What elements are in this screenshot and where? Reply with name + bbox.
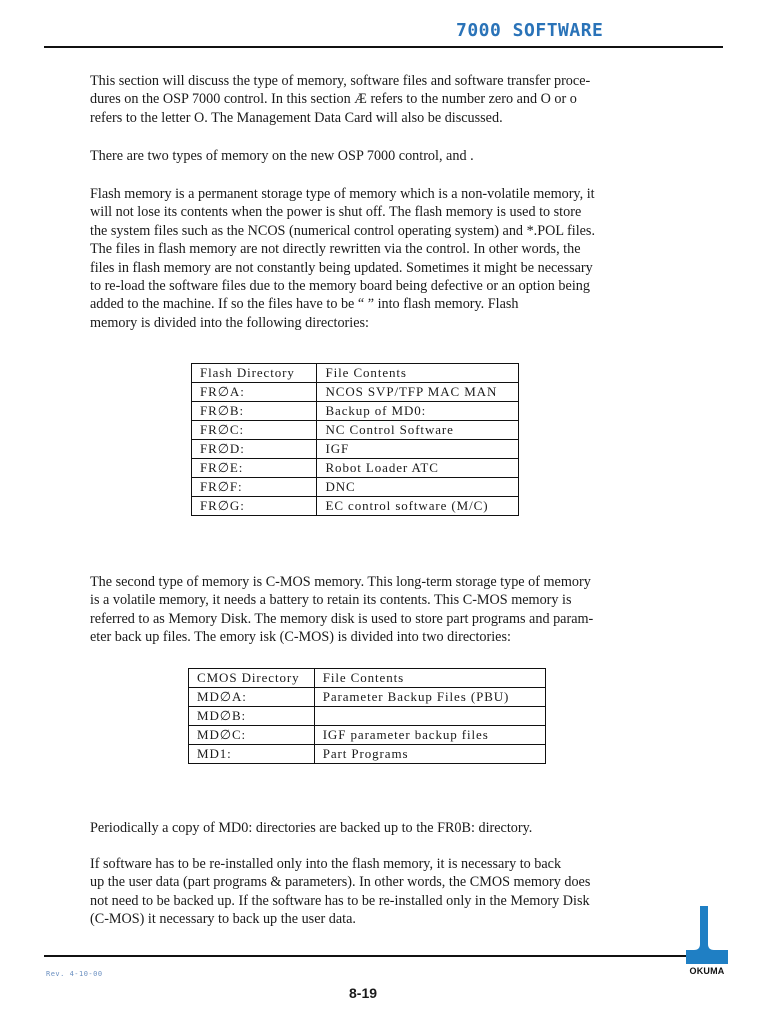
contents-cell: Parameter Backup Files (PBU) [314,688,545,707]
directory-cell: FR∅C: [192,421,317,440]
contents-cell: Part Programs [314,745,545,764]
footer-rule [44,955,689,957]
contents-cell: IGF parameter backup files [314,726,545,745]
memory-types-paragraph: There are two types of memory on the new OSP 7000 control, and . [90,148,474,164]
backup-note-paragraph: Periodically a copy of MD0: directories are backed up to the FR0B: directory. [90,820,533,836]
directory-cell: MD∅B: [189,707,315,726]
table-header-row [189,669,546,688]
logo-shape [686,906,728,964]
directory-cell: MD1: [189,745,315,764]
table-row [192,497,519,516]
table-row [189,688,546,707]
contents-cell: EC control software (M/C) [317,497,519,516]
intro-paragraph: This section will discuss the type of memory, software files and software transfer proce- dures on the OSP 7000 control. In this section Æ refers to the number zero and O or o refers to the letter O. The Management Data Card will also be discussed. [90,73,591,126]
table-row [192,383,519,402]
flash-table-body [192,364,519,516]
table-row [189,745,546,764]
flash-memory-paragraph: Flash memory is a permanent storage type of memory which is a non-volatile memory, it will not lose its contents when the power is shut off. The flash memory is used to store the system files such as the NCOS (numerical control operating system) and *.POL files. The files in flash memory are not directly rewritten via the control. In other words, the files in flash memory are not constantly being updated. Sometimes it might be necessary to re-load the software files due to the memory board being defective or an option being added to the machine. If so the files have to be “ ” into flash memory. Flash memory is divided into the following directories: [90,186,595,331]
directory-cell: MD∅A: [189,688,315,707]
contents-cell: NC Control Software [317,421,519,440]
column-header: Flash Directory [192,364,317,383]
contents-cell: IGF [317,440,519,459]
directory-cell: FR∅G: [192,497,317,516]
okuma-logo-text: OKUMA [689,966,725,976]
contents-cell: NCOS SVP/TFP MAC MAN [317,383,519,402]
column-header: File Contents [314,669,545,688]
directory-cell: MD∅C: [189,726,315,745]
revision-date: Rev. 4-10-00 [46,970,103,978]
directory-cell: FR∅B: [192,402,317,421]
page-number: 8-19 [349,985,378,1001]
table-row [192,421,519,440]
table-row [192,459,519,478]
okuma-logo [684,904,730,978]
table-row [192,478,519,497]
flash-directory-table [191,363,519,516]
cmos-table-body [189,669,546,764]
column-header: CMOS Directory [189,669,315,688]
cmos-directory-table [188,668,546,764]
cmos-memory-paragraph: The second type of memory is C-MOS memory. This long-term storage type of memory is a volatile memory, it needs a battery to retain its contents. This C-MOS memory is referred to as Memory Disk. The memory disk is used to store part programs and param- eter back up files. The emory isk (C-MOS) is divided into two directories: [90,574,594,646]
contents-cell: Robot Loader ATC [317,459,519,478]
table-header-row [192,364,519,383]
okuma-logo-mark [684,904,730,966]
directory-cell: FR∅D: [192,440,317,459]
page-header-title: 7000 SOFTWARE [456,20,604,41]
contents-cell: Backup of MD0: [317,402,519,421]
contents-cell: DNC [317,478,519,497]
table-row [189,707,546,726]
directory-cell: FR∅E: [192,459,317,478]
contents-cell [314,707,545,726]
table-row [192,402,519,421]
directory-cell: FR∅A: [192,383,317,402]
table-row [189,726,546,745]
column-header: File Contents [317,364,519,383]
table-row [192,440,519,459]
header-rule [44,46,723,48]
directory-cell: FR∅F: [192,478,317,497]
reinstall-paragraph: If software has to be re-installed only into the flash memory, it is necessary to back up the user data (part programs & parameters). In other words, the CMOS memory does not need to be backed up. If the software has to be re-installed only in the Memory Disk (C-MOS) it necessary to back up the user data. [90,856,591,928]
